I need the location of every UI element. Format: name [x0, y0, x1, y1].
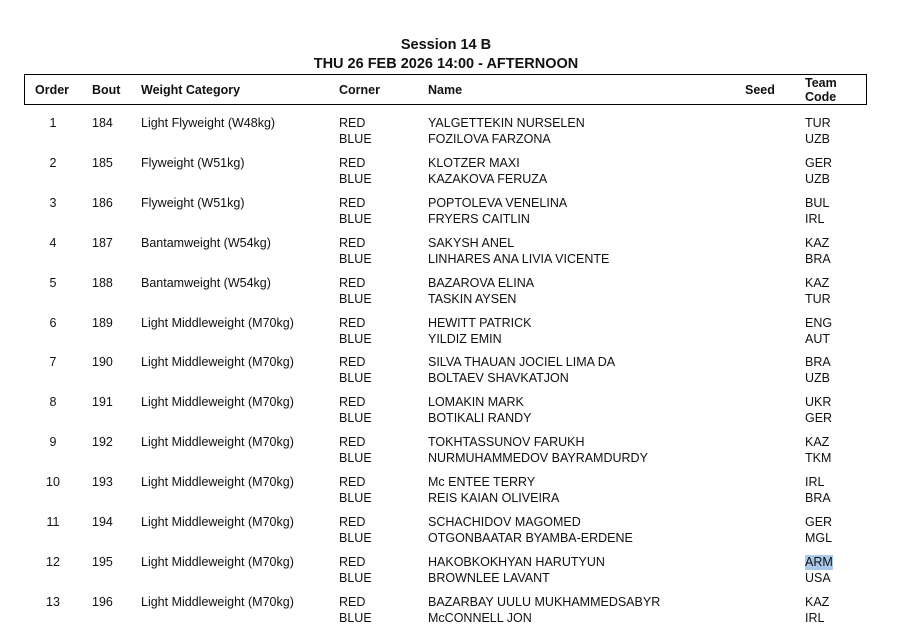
red-name-cell: BAZARBAY UULU MUKHAMMEDSABYR: [428, 595, 661, 609]
table-row: [0, 116, 902, 156]
order-cell: 1: [49, 116, 57, 130]
order-cell: 5: [49, 276, 57, 290]
red-team-code-cell: KAZ: [805, 435, 830, 449]
header-name: Name: [428, 83, 463, 97]
red-corner-cell: RED: [339, 276, 366, 290]
blue-corner-cell: BLUE: [339, 172, 372, 186]
table-row: [0, 435, 902, 475]
blue-team-code-cell: IRL: [805, 212, 825, 226]
blue-name-cell: BOTIKALI RANDY: [428, 411, 532, 425]
bout-cell: 188: [92, 276, 113, 290]
blue-corner-cell: BLUE: [339, 571, 372, 585]
red-corner-cell: RED: [339, 435, 366, 449]
red-name-cell: HAKOBKOKHYAN HARUTYUN: [428, 555, 605, 569]
blue-name-cell: McCONNELL JON: [428, 611, 532, 625]
table-row: [0, 515, 902, 555]
red-corner-cell: RED: [339, 156, 366, 170]
red-name-cell: SAKYSH ANEL: [428, 236, 515, 250]
blue-name-cell: LINHARES ANA LIVIA VICENTE: [428, 252, 610, 266]
red-team-code-cell: GER: [805, 515, 833, 529]
order-cell: 7: [49, 355, 57, 369]
weight-category-cell: Bantamweight (W54kg): [141, 236, 271, 250]
order-cell: 8: [49, 395, 57, 409]
red-name-cell: TOKHTASSUNOV FARUKH: [428, 435, 585, 449]
order-cell: 3: [49, 196, 57, 210]
weight-category-cell: Flyweight (W51kg): [141, 156, 245, 170]
weight-category-cell: Light Middleweight (M70kg): [141, 316, 294, 330]
red-name-cell: POPTOLEVA VENELINA: [428, 196, 568, 210]
blue-team-code-cell: BRA: [805, 252, 831, 266]
order-cell: 9: [49, 435, 57, 449]
blue-name-cell: YILDIZ EMIN: [428, 332, 502, 346]
weight-category-cell: Light Middleweight (M70kg): [141, 515, 294, 529]
header-seed: Seed: [745, 83, 775, 97]
table-row: [0, 475, 902, 515]
weight-category-cell: Light Middleweight (M70kg): [141, 355, 294, 369]
weight-category-cell: Light Flyweight (W48kg): [141, 116, 276, 130]
table-row: [0, 595, 902, 635]
red-corner-cell: RED: [339, 355, 366, 369]
bout-cell: 191: [92, 395, 113, 409]
blue-name-cell: NURMUHAMMEDOV BAYRAMDURDY: [428, 451, 648, 465]
order-cell: 6: [49, 316, 57, 330]
bout-cell: 196: [92, 595, 113, 609]
order-cell: 10: [46, 475, 60, 489]
table-row: [0, 276, 902, 316]
bout-cell: 194: [92, 515, 113, 529]
bout-cell: 195: [92, 555, 113, 569]
header-bout: Bout: [92, 83, 121, 97]
weight-category-cell: Light Middleweight (M70kg): [141, 555, 294, 569]
header-order: Order: [35, 83, 70, 97]
blue-corner-cell: BLUE: [339, 531, 372, 545]
blue-team-code-cell: AUT: [805, 332, 830, 346]
blue-name-cell: REIS KAIAN OLIVEIRA: [428, 491, 560, 505]
bout-cell: 187: [92, 236, 113, 250]
red-team-code-cell: BUL: [805, 196, 830, 210]
table-row: [0, 236, 902, 276]
table-row: [0, 395, 902, 435]
blue-corner-cell: BLUE: [339, 611, 372, 625]
red-corner-cell: RED: [339, 316, 366, 330]
red-corner-cell: RED: [339, 475, 366, 489]
table-row: [0, 355, 902, 395]
order-cell: 11: [46, 515, 60, 529]
blue-corner-cell: BLUE: [339, 371, 372, 385]
blue-corner-cell: BLUE: [339, 411, 372, 425]
red-name-cell: HEWITT PATRICK: [428, 316, 532, 330]
blue-name-cell: BOLTAEV SHAVKATJON: [428, 371, 569, 385]
blue-team-code-cell: USA: [805, 571, 831, 585]
red-corner-cell: RED: [339, 555, 366, 569]
session-title: Session 14 B: [400, 37, 492, 53]
blue-team-code-cell: BRA: [805, 491, 831, 505]
table-row: [0, 196, 902, 236]
table-row: [0, 555, 902, 595]
blue-team-code-cell: TUR: [805, 292, 831, 306]
blue-name-cell: KAZAKOVA FERUZA: [428, 172, 548, 186]
red-team-code-cell: KAZ: [805, 236, 830, 250]
bout-cell: 192: [92, 435, 113, 449]
blue-corner-cell: BLUE: [339, 212, 372, 226]
weight-category-cell: Bantamweight (W54kg): [141, 276, 271, 290]
red-corner-cell: RED: [339, 595, 366, 609]
blue-corner-cell: BLUE: [339, 132, 372, 146]
red-team-code-cell: ARM: [805, 555, 833, 569]
blue-name-cell: FOZILOVA FARZONA: [428, 132, 551, 146]
bout-cell: 185: [92, 156, 113, 170]
header-team-line1: Team: [805, 76, 837, 90]
order-cell: 4: [49, 236, 57, 250]
red-team-code-cell: KAZ: [805, 595, 830, 609]
header-corner: Corner: [339, 83, 380, 97]
bout-cell: 184: [92, 116, 113, 130]
red-name-cell: LOMAKIN MARK: [428, 395, 524, 409]
order-cell: 2: [49, 156, 57, 170]
red-corner-cell: RED: [339, 395, 366, 409]
blue-team-code-cell: UZB: [805, 371, 830, 385]
header-weight-category: Weight Category: [141, 83, 241, 97]
blue-team-code-cell: IRL: [805, 611, 825, 625]
header-team-line2: Code: [805, 90, 837, 104]
bout-cell: 189: [92, 316, 113, 330]
red-corner-cell: RED: [339, 116, 366, 130]
blue-name-cell: FRYERS CAITLIN: [428, 212, 530, 226]
red-team-code-cell: ENG: [805, 316, 833, 330]
red-name-cell: SILVA THAUAN JOCIEL LIMA DA: [428, 355, 616, 369]
red-name-cell: YALGETTEKIN NURSELEN: [428, 116, 585, 130]
table-row: [0, 316, 902, 356]
bout-cell: 193: [92, 475, 113, 489]
bout-cell: 186: [92, 196, 113, 210]
order-cell: 12: [46, 555, 60, 569]
red-team-code-cell: BRA: [805, 355, 831, 369]
red-corner-cell: RED: [339, 236, 366, 250]
blue-team-code-cell: UZB: [805, 132, 830, 146]
order-cell: 13: [46, 595, 60, 609]
blue-corner-cell: BLUE: [339, 292, 372, 306]
blue-team-code-cell: GER: [805, 411, 833, 425]
weight-category-cell: Light Middleweight (M70kg): [141, 475, 294, 489]
red-name-cell: Mc ENTEE TERRY: [428, 475, 536, 489]
blue-name-cell: BROWNLEE LAVANT: [428, 571, 550, 585]
red-team-code-cell: UKR: [805, 395, 832, 409]
blue-corner-cell: BLUE: [339, 252, 372, 266]
blue-team-code-cell: TKM: [805, 451, 832, 465]
red-name-cell: BAZAROVA ELINA: [428, 276, 535, 290]
red-team-code-cell: KAZ: [805, 276, 830, 290]
session-datetime: THU 26 FEB 2026 14:00 - AFTERNOON: [313, 56, 579, 72]
table-header: [24, 74, 867, 105]
blue-corner-cell: BLUE: [339, 332, 372, 346]
weight-category-cell: Flyweight (W51kg): [141, 196, 245, 210]
red-team-code-cell: IRL: [805, 475, 825, 489]
blue-corner-cell: BLUE: [339, 451, 372, 465]
weight-category-cell: Light Middleweight (M70kg): [141, 595, 294, 609]
red-team-code-cell: GER: [805, 156, 833, 170]
blue-team-code-cell: MGL: [805, 531, 833, 545]
red-corner-cell: RED: [339, 515, 366, 529]
red-name-cell: SCHACHIDOV MAGOMED: [428, 515, 581, 529]
red-corner-cell: RED: [339, 196, 366, 210]
bout-cell: 190: [92, 355, 113, 369]
red-team-code-cell: TUR: [805, 116, 831, 130]
weight-category-cell: Light Middleweight (M70kg): [141, 435, 294, 449]
blue-team-code-cell: UZB: [805, 172, 830, 186]
table-row: [0, 156, 902, 196]
blue-name-cell: TASKIN AYSEN: [428, 292, 517, 306]
blue-name-cell: OTGONBAATAR BYAMBA-ERDENE: [428, 531, 633, 545]
red-name-cell: KLOTZER MAXI: [428, 156, 520, 170]
blue-corner-cell: BLUE: [339, 491, 372, 505]
weight-category-cell: Light Middleweight (M70kg): [141, 395, 294, 409]
